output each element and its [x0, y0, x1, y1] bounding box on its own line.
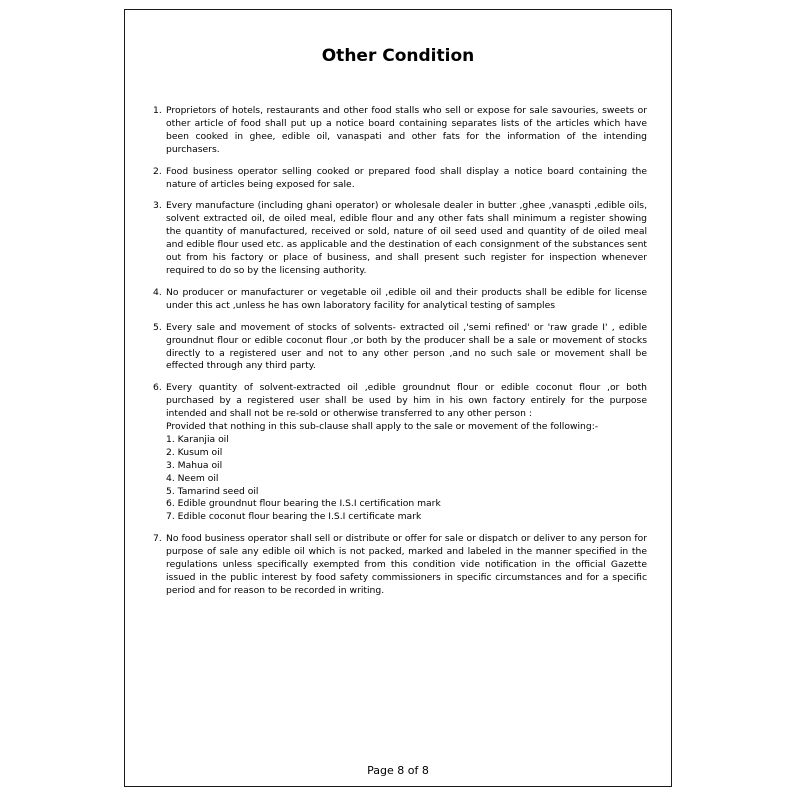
list-item: 2. Kusum oil [166, 446, 223, 458]
list-item: 4. Neem oil [166, 472, 219, 484]
condition-item-6 [153, 382, 647, 524]
condition-item-3 [153, 200, 647, 277]
page-title: Other Condition [321, 46, 475, 66]
condition-number: 5. [153, 321, 162, 333]
condition-number: 2. [153, 165, 162, 177]
condition-text: Food business operator selling cooked or prepared food shall display a notice board containing the nature of articles being exposed for sale. [166, 165, 647, 190]
document-page [124, 9, 672, 787]
condition-proviso: Provided that nothing in this sub-clause shall apply to the sale or movement of the following:- [166, 421, 599, 433]
condition-text: Every quantity of solvent-extracted oil ,edible groundnut flour or edible coconut flour ,or both purchased by a registered user shall be used by him in his own factory entirely for the purpose intended and shall not be re-sold or otherwise transferred to any other person : [166, 382, 647, 420]
condition-item-5 [153, 322, 647, 374]
condition-text: No producer or manufacturer or vegetable oil ,edible oil and their products shall be edible for license under this act ,unless he has own laboratory facility for analytical testing of samples [166, 286, 647, 311]
page-number-footer: Page 8 of 8 [367, 764, 429, 777]
list-item: 6. Edible groundnut flour bearing the I.S.I certification mark [166, 498, 441, 510]
condition-text: Proprietors of hotels, restaurants and other food stalls who sell or expose for sale savouries, sweets or other article of food shall put up a notice board containing separates lists of the articles which have been cooked in ghee, edible oil, vanaspati and other fats for the information of the intending purchasers. [166, 105, 647, 155]
condition-item-2 [153, 166, 647, 192]
condition-number: 3. [153, 200, 162, 212]
condition-item-1 [153, 105, 647, 157]
list-item: 7. Edible coconut flour bearing the I.S.I certificate mark [166, 511, 422, 523]
exempted-items-list [166, 434, 647, 524]
condition-number: 6. [153, 382, 162, 394]
condition-number: 1. [153, 105, 162, 116]
list-item: 3. Mahua oil [166, 459, 223, 471]
condition-text: Every manufacture (including ghani operator) or wholesale dealer in butter ,ghee ,vanaspti ,edible oils, solvent extracted oil, de oiled meal, edible flour and any other fats shall minimum a register showing the quantity of manufactured, received or sold, nature of oil seed used and quantity of de oiled meal and edible flour used etc. as applicable and the destination of each consignment of the substances sent out from his factory or place of business, and shall present such register for inspection whenever required to do so by the licensing authority. [166, 200, 647, 276]
condition-number: 7. [153, 533, 162, 545]
condition-number: 4. [153, 286, 162, 298]
condition-text: No food business operator shall sell or distribute or offer for sale or dispatch or deliver to any person for purpose of sale any edible oil which is not packed, marked and labeled in the manner specified in the regulations unless specifically exempted from this condition vide notification in the official Gazette issued in the public interest by food safety commissioners in specific circumstances and for a specific period and for reason to be recorded in writing. [166, 533, 647, 596]
list-item: 1. Karanjia oil [166, 433, 229, 445]
list-item: 5. Tamarind seed oil [166, 485, 259, 497]
conditions-list [153, 105, 647, 607]
condition-item-7 [153, 533, 647, 598]
condition-item-4 [153, 287, 647, 313]
condition-text: Every sale and movement of stocks of solvents- extracted oil ,'semi refined' or 'raw grade I' , edible groundnut flour or edible coconut flour ,or both by the producer shall be a sale or movement of stocks directly to a registered user and not to any other person ,and no such sale or movement shall be effected through any third party. [166, 321, 647, 372]
